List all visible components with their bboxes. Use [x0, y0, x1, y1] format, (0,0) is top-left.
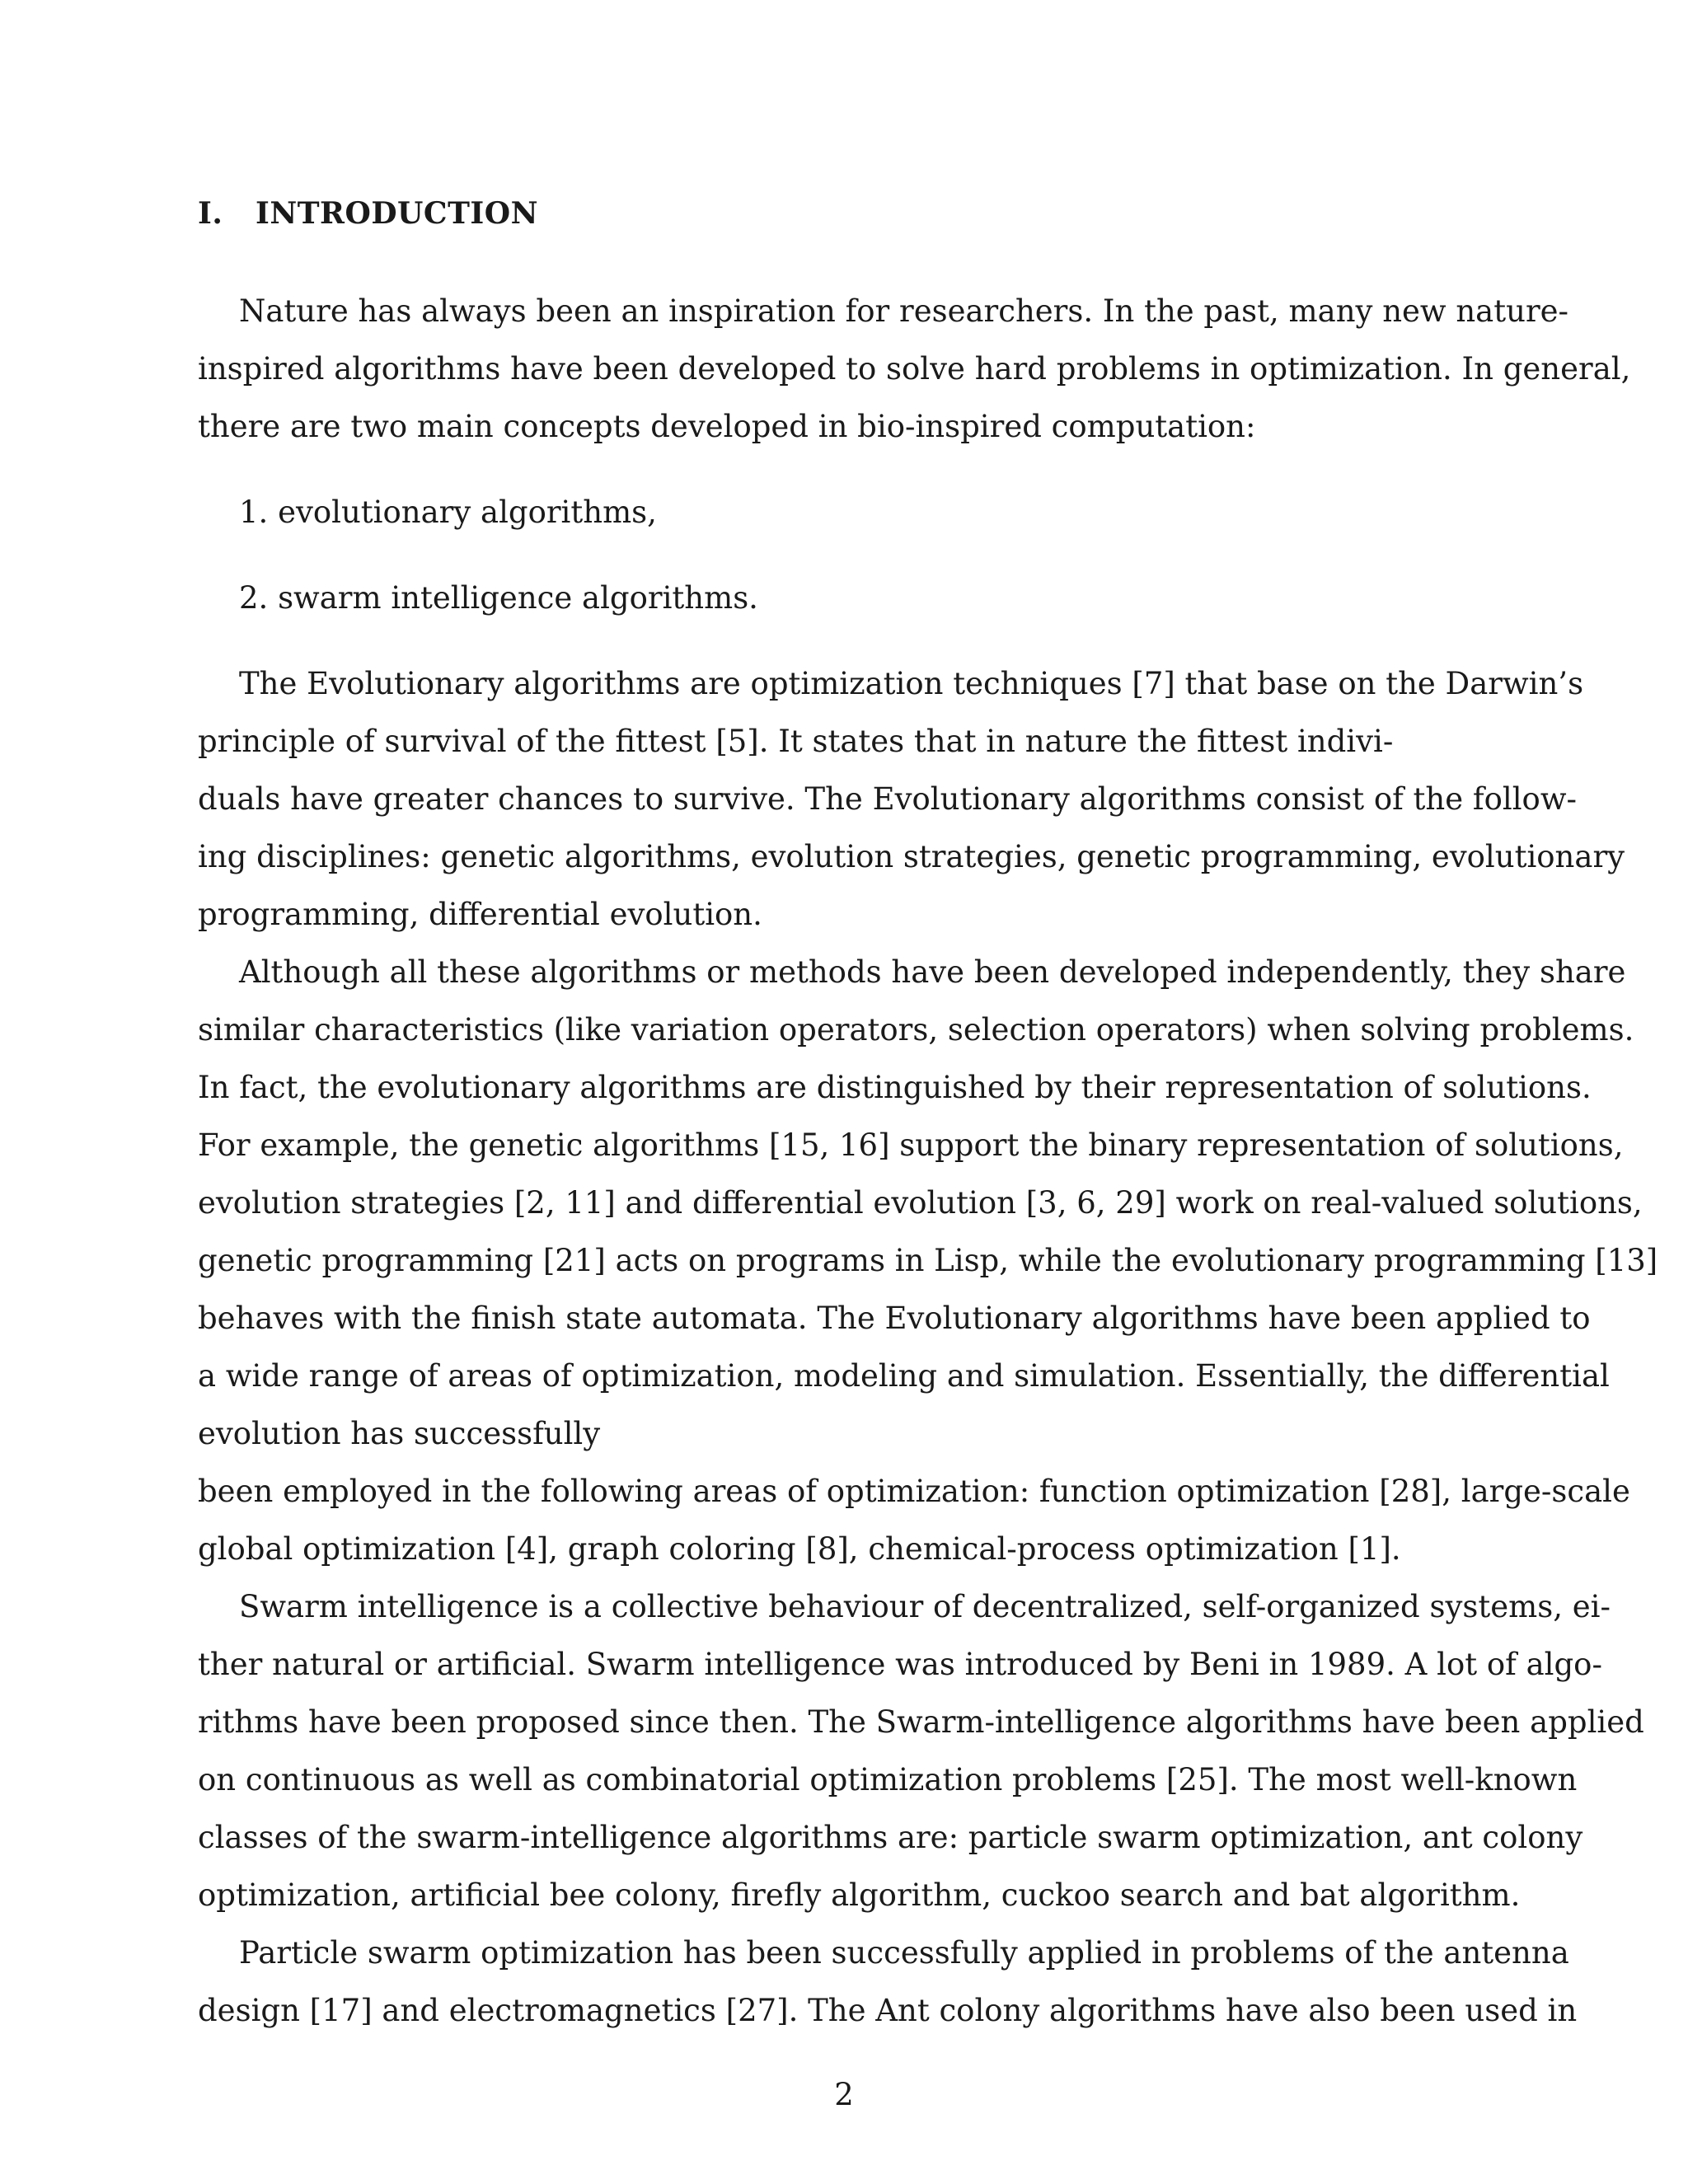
paragraph-line: behaves with the finish state automata. The Evolutionary algorithms have been applied to — [198, 1301, 1591, 1336]
paragraph-line: Particle swarm optimization has been successfully applied in problems of the antenna — [239, 1935, 1569, 1971]
paragraph-line: The Evolutionary algorithms are optimization techniques [7] that base on the Darwin’s — [239, 666, 1584, 701]
page-number: 2 — [834, 2077, 854, 2112]
paragraph-line: similar characteristics (like variation operators, selection operators) when solving problems. — [198, 1012, 1634, 1047]
paragraph-line: principle of survival of the fittest [5]. It states that in nature the fittest indivi- — [198, 724, 1394, 759]
paragraph-line: global optimization [4], graph coloring [8], chemical-process optimization [1]. — [198, 1531, 1401, 1567]
paragraph-line: optimization, artificial bee colony, firefly algorithm, cuckoo search and bat algorithm. — [198, 1877, 1521, 1913]
paragraph-line: on continuous as well as combinatorial optimization problems [25]. The most well-known — [198, 1762, 1578, 1797]
paragraph-line: evolution has successfully — [198, 1416, 601, 1451]
paragraph-line: inspired algorithms have been developed to solve hard problems in optimization. In general, — [198, 351, 1631, 387]
paragraph-line: Nature has always been an inspiration for researchers. In the past, many new nature- — [239, 293, 1569, 329]
paragraph-line: been employed in the following areas of optimization: function optimization [28], large-scale — [198, 1474, 1630, 1509]
paragraph-line: classes of the swarm-intelligence algorithms are: particle swarm optimization, ant colony — [198, 1820, 1583, 1855]
paragraph-line: evolution strategies [2, 11] and differential evolution [3, 6, 29] work on real-valued solutions, — [198, 1185, 1643, 1221]
section-number: I. — [198, 196, 223, 231]
list-item: 2. swarm intelligence algorithms. — [239, 580, 758, 616]
paragraph-line: ing disciplines: genetic algorithms, evolution strategies, genetic programming, evolutionary — [198, 839, 1625, 874]
paragraph-line: programming, differential evolution. — [198, 897, 762, 932]
paragraph-line: ther natural or artificial. Swarm intelligence was introduced by Beni in 1989. A lot of algo- — [198, 1647, 1602, 1682]
paragraph-line: genetic programming [21] acts on programs in Lisp, while the evolutionary programming [13] — [198, 1243, 1658, 1278]
section-heading — [198, 196, 538, 231]
paragraph-line: rithms have been proposed since then. The Swarm-intelligence algorithms have been applied — [198, 1704, 1644, 1740]
paragraph-line: In fact, the evolutionary algorithms are distinguished by their representation of solutions. — [198, 1070, 1592, 1105]
paragraph-line: For example, the genetic algorithms [15, 16] support the binary representation of solutions, — [198, 1127, 1624, 1163]
paragraph-line: there are two main concepts developed in bio-inspired computation: — [198, 409, 1256, 444]
paragraph-line: design [17] and electromagnetics [27]. The Ant colony algorithms have also been used in — [198, 1993, 1578, 2028]
section-title: INTRODUCTION — [256, 196, 538, 231]
paragraph-line: a wide range of areas of optimization, modeling and simulation. Essentially, the differential — [198, 1358, 1610, 1394]
paragraph-line: Swarm intelligence is a collective behaviour of decentralized, self-organized systems, ei- — [239, 1589, 1611, 1624]
paragraph-line: Although all these algorithms or methods have been developed independently, they share — [239, 954, 1626, 990]
list-item: 1. evolutionary algorithms, — [239, 494, 657, 530]
paragraph-line: duals have greater chances to survive. The Evolutionary algorithms consist of the follow- — [198, 781, 1578, 817]
